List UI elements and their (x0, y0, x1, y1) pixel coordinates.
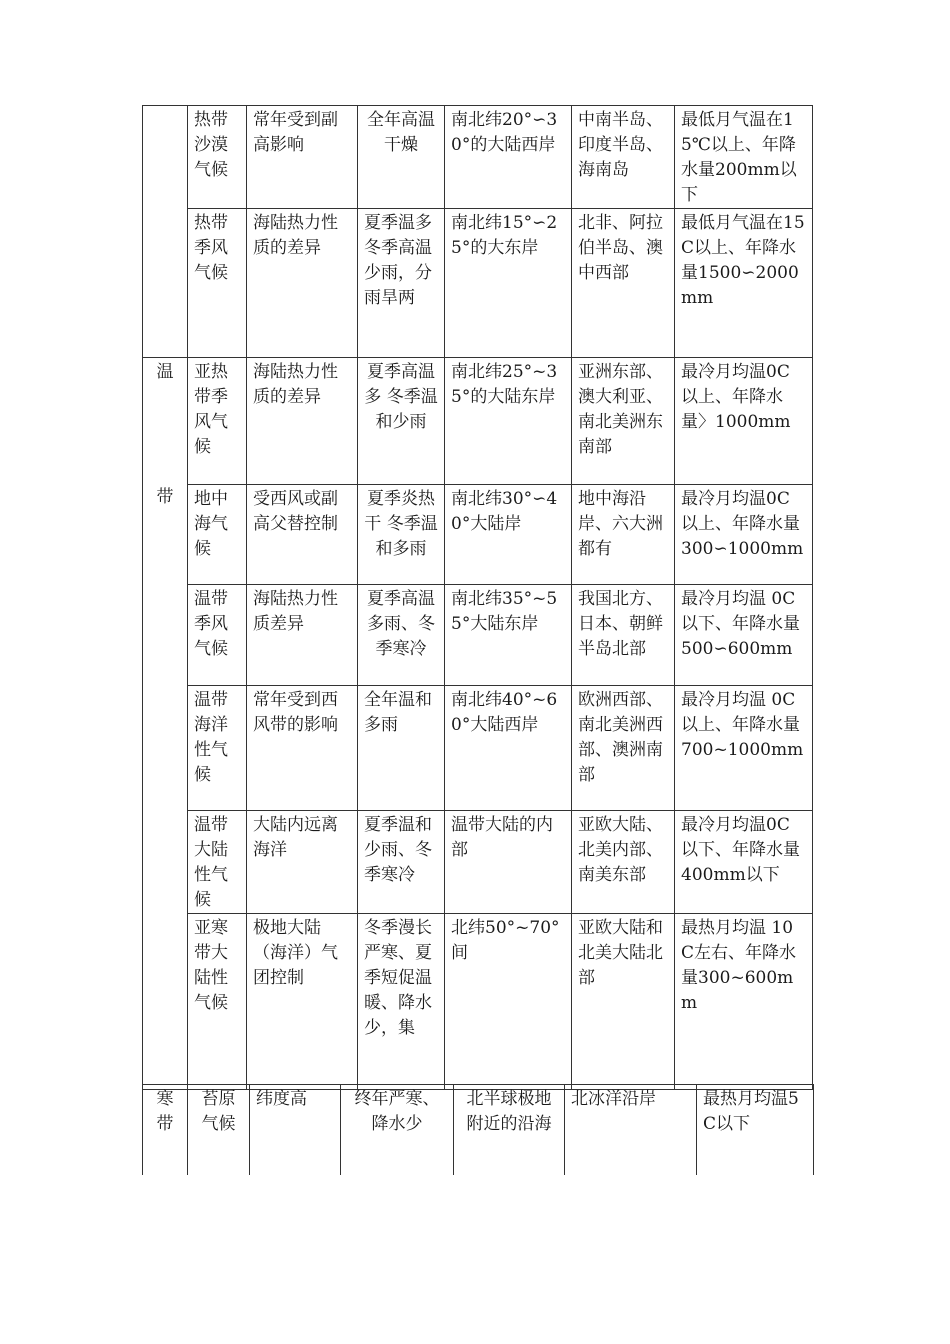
climate-feature: 终年严寒、降水少 (341, 1085, 454, 1175)
climate-feature: 夏季温和少雨、冬季寒冷 (358, 811, 445, 914)
climate-location: 温带大陆的内部 (445, 811, 572, 914)
climate-index: 最低月气温在15℃以上、年降水量200mm以下 (675, 106, 813, 209)
cold-zone-table (142, 1084, 814, 1175)
climate-index: 最冷月均温0C以下、年降水量400mm以下 (675, 811, 813, 914)
climate-cause: 常年受到西风带的影响 (247, 686, 358, 811)
climate-type: 热带沙漠气候 (188, 106, 247, 209)
climate-feature: 夏季炎热干 冬季温和多雨 (358, 485, 445, 585)
climate-cause: 纬度高 (250, 1085, 341, 1175)
climate-index: 最热月均温5C以下 (697, 1085, 814, 1175)
climate-feature: 全年高温干燥 (358, 106, 445, 209)
zone-char-1: 温 (156, 362, 174, 382)
table-row (143, 914, 813, 1090)
climate-type: 亚热带季风气候 (188, 358, 247, 485)
climate-type: 苔原气候 (188, 1085, 250, 1175)
climate-location: 南北纬40°~60°大陆西岸 (445, 686, 572, 811)
climate-region: 我国北方、日本、朝鲜半岛北部 (572, 585, 675, 686)
climate-feature: 夏季高温多雨、冬季寒冷 (358, 585, 445, 686)
climate-region: 亚欧大陆、北美内部、南美东部 (572, 811, 675, 914)
zone-temperate (143, 358, 188, 1090)
climate-region: 北冰洋沿岸 (565, 1085, 697, 1175)
climate-cause: 海陆热力性质差异 (247, 585, 358, 686)
climate-table (142, 105, 813, 1090)
climate-cause: 海陆热力性质的差异 (247, 358, 358, 485)
climate-index: 最热月均温 10C左右、年降水量300~600mm (675, 914, 813, 1090)
climate-region: 欧洲西部、南北美洲西部、澳洲南部 (572, 686, 675, 811)
climate-cause: 海陆热力性质的差异 (247, 209, 358, 358)
climate-region: 亚洲东部、澳大利亚、南北美洲东南部 (572, 358, 675, 485)
climate-index: 最低月气温在15C以上、年降水量1500∽2000mm (675, 209, 813, 358)
climate-cause: 极地大陆（海洋）气团控制 (247, 914, 358, 1090)
zone-cell (143, 106, 188, 358)
climate-index: 最冷月均温0C以上、年降水量300∽1000mm (675, 485, 813, 585)
climate-type: 温带季风气候 (188, 585, 247, 686)
climate-region: 亚欧大陆和北美大陆北部 (572, 914, 675, 1090)
climate-index: 最冷月均温 0C以上、年降水量700~1000mm (675, 686, 813, 811)
climate-location: 北半球极地附近的沿海 (454, 1085, 565, 1175)
climate-location: 南北纬25°~35°的大陆东岸 (445, 358, 572, 485)
table-row (143, 585, 813, 686)
climate-location: 南北纬30°∽40°大陆岸 (445, 485, 572, 585)
climate-region: 地中海沿岸、六大洲都有 (572, 485, 675, 585)
table-row (143, 209, 813, 358)
climate-feature: 全年温和多雨 (358, 686, 445, 811)
climate-feature: 夏季温多 冬季高温少雨，分雨旱两 (358, 209, 445, 358)
table-row (143, 811, 813, 914)
climate-location: 南北纬20°∽30°的大陆西岸 (445, 106, 572, 209)
climate-cause: 常年受到副高影响 (247, 106, 358, 209)
table-row (143, 485, 813, 585)
climate-region: 北非、阿拉伯半岛、澳中西部 (572, 209, 675, 358)
zone-cold: 寒带 (143, 1085, 188, 1175)
climate-index: 最冷月均温0C以上、年降水量〉1000mm (675, 358, 813, 485)
climate-location: 南北纬35°~55°大陆东岸 (445, 585, 572, 686)
climate-cause: 受西风或副高父替控制 (247, 485, 358, 585)
climate-cause: 大陆内远离海洋 (247, 811, 358, 914)
climate-index: 最冷月均温 0C以下、年降水量500∽600mm (675, 585, 813, 686)
table-row (143, 106, 813, 209)
table-row (143, 686, 813, 811)
climate-type: 温带海洋性气候 (188, 686, 247, 811)
climate-type: 热带季风气候 (188, 209, 247, 358)
climate-location: 南北纬15°∽25°的大东岸 (445, 209, 572, 358)
climate-type: 地中海气候 (188, 485, 247, 585)
climate-feature: 夏季高温多 冬季温和少雨 (358, 358, 445, 485)
climate-type: 亚寒带大陆性气候 (188, 914, 247, 1090)
climate-type: 温带大陆性气候 (188, 811, 247, 914)
table-row (143, 358, 813, 485)
table-row (143, 1085, 814, 1175)
zone-char-2: 带 (156, 487, 174, 507)
climate-feature: 冬季漫长严寒、夏季短促温暖、降水少，集 (358, 914, 445, 1090)
climate-region: 中南半岛、印度半岛、海南岛 (572, 106, 675, 209)
climate-location: 北纬50°~70°间 (445, 914, 572, 1090)
